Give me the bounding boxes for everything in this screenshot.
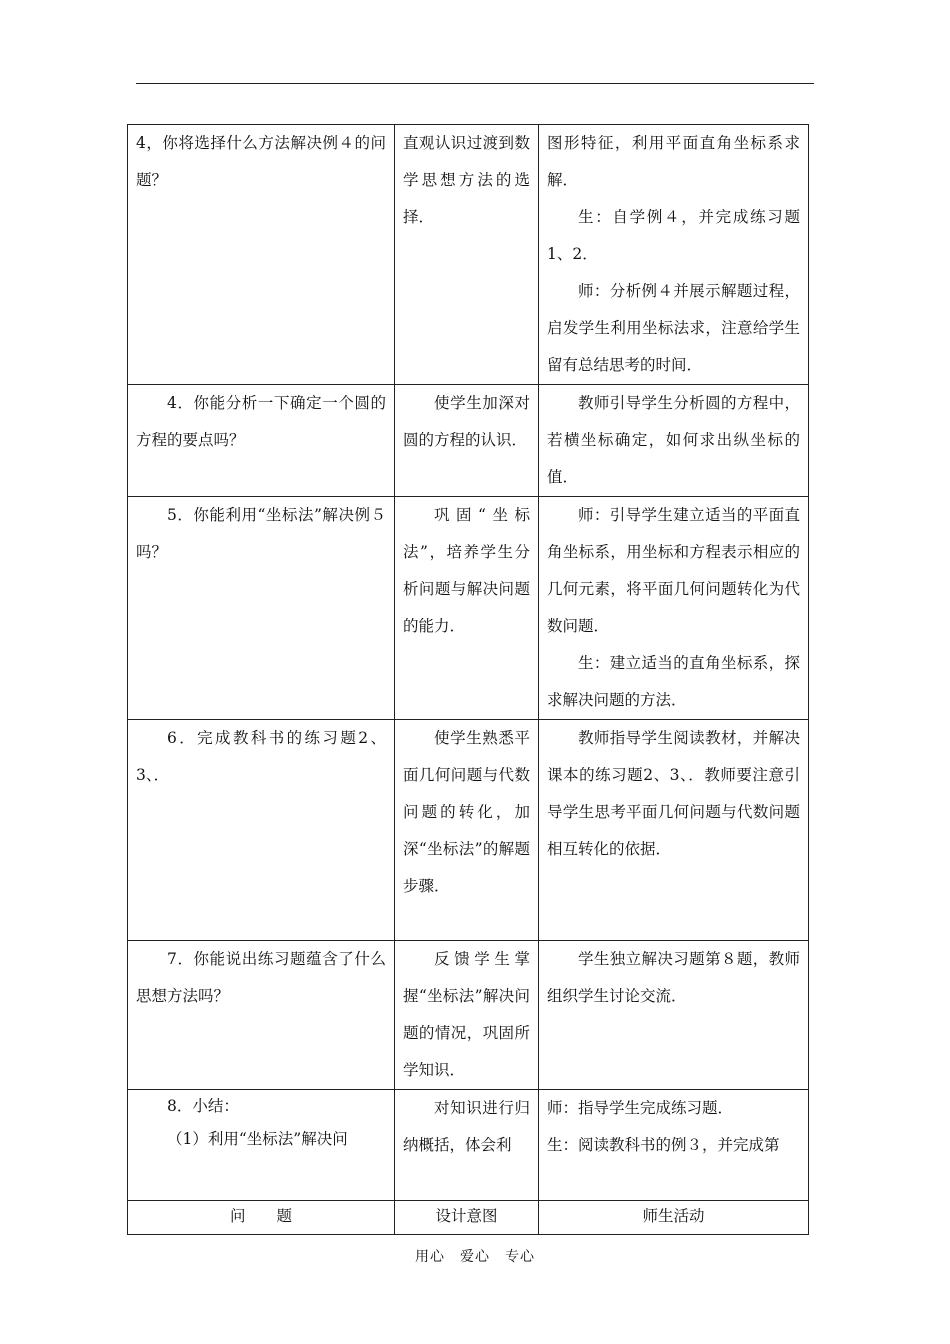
question-cell: 4．你能分析一下确定一个圆的方程的要点吗？ [128,385,395,497]
table-row [128,385,809,497]
table-row [128,1090,809,1201]
intent-cell: 反馈学生掌握“坐标法”解决问题的情况，巩固所学知识． [395,941,539,1090]
table-row [128,125,809,385]
table-row [128,720,809,941]
intent-cell: 使学生加深对圆的方程的认识． [395,385,539,497]
activity-cell: 图形特征，利用平面直角坐标系求解． 生：自学例４，并完成练习题1、2． 师：分析例４并展示解题过程，启发学生利用坐标法求，注意给学生留有总结思考的时间． [539,125,809,385]
lesson-plan-table [127,124,809,1235]
question-cell: 5．你能利用“坐标法”解决例５吗？ [128,497,395,720]
table-row [128,497,809,720]
question-cell: 4，你将选择什么方法解决例４的问题？ [128,125,395,385]
intent-cell: 使学生熟悉平面几何问题与代数问题的转化，加深“坐标法”的解题步骤． [395,720,539,941]
header-question: 问 题 [128,1201,395,1235]
activity-cell: 教师引导学生分析圆的方程中，若横坐标确定，如何求出纵坐标的值． [539,385,809,497]
intent-cell: 对知识进行归纳概括，体会利 [395,1090,539,1201]
page-footer: 用心 爱心 专心 [415,1249,535,1265]
activity-cell: 师：引导学生建立适当的平面直角坐标系，用坐标和方程表示相应的几何元素，将平面几何问题转化为代数问题． 生：建立适当的直角坐标系，探求解决问题的方法． [539,497,809,720]
activity-cell: 教师指导学生阅读教材，并解决课本的练习题2、3、．教师要注意引导学生思考平面几何问题与代数问题相互转化的依据． [539,720,809,941]
table-header-row [128,1201,809,1235]
question-cell: 7．你能说出练习题蕴含了什么思想方法吗？ [128,941,395,1090]
header-rule [136,83,814,84]
header-activity: 师生活动 [539,1201,809,1235]
header-intent: 设计意图 [395,1201,539,1235]
intent-cell: 巩固“坐标法”，培养学生分析问题与解决问题的能力． [395,497,539,720]
question-cell: 8．小结： （1）利用“坐标法”解决问 [128,1090,395,1201]
activity-cell: 师：指导学生完成练习题． 生：阅读教科书的例３，并完成第 [539,1090,809,1201]
intent-cell: 直观认识过渡到数学思想方法的选择． [395,125,539,385]
table-row [128,941,809,1090]
activity-cell: 学生独立解决习题第８题，教师组织学生讨论交流． [539,941,809,1090]
question-cell: 6．完成教科书的练习题2、3、． [128,720,395,941]
